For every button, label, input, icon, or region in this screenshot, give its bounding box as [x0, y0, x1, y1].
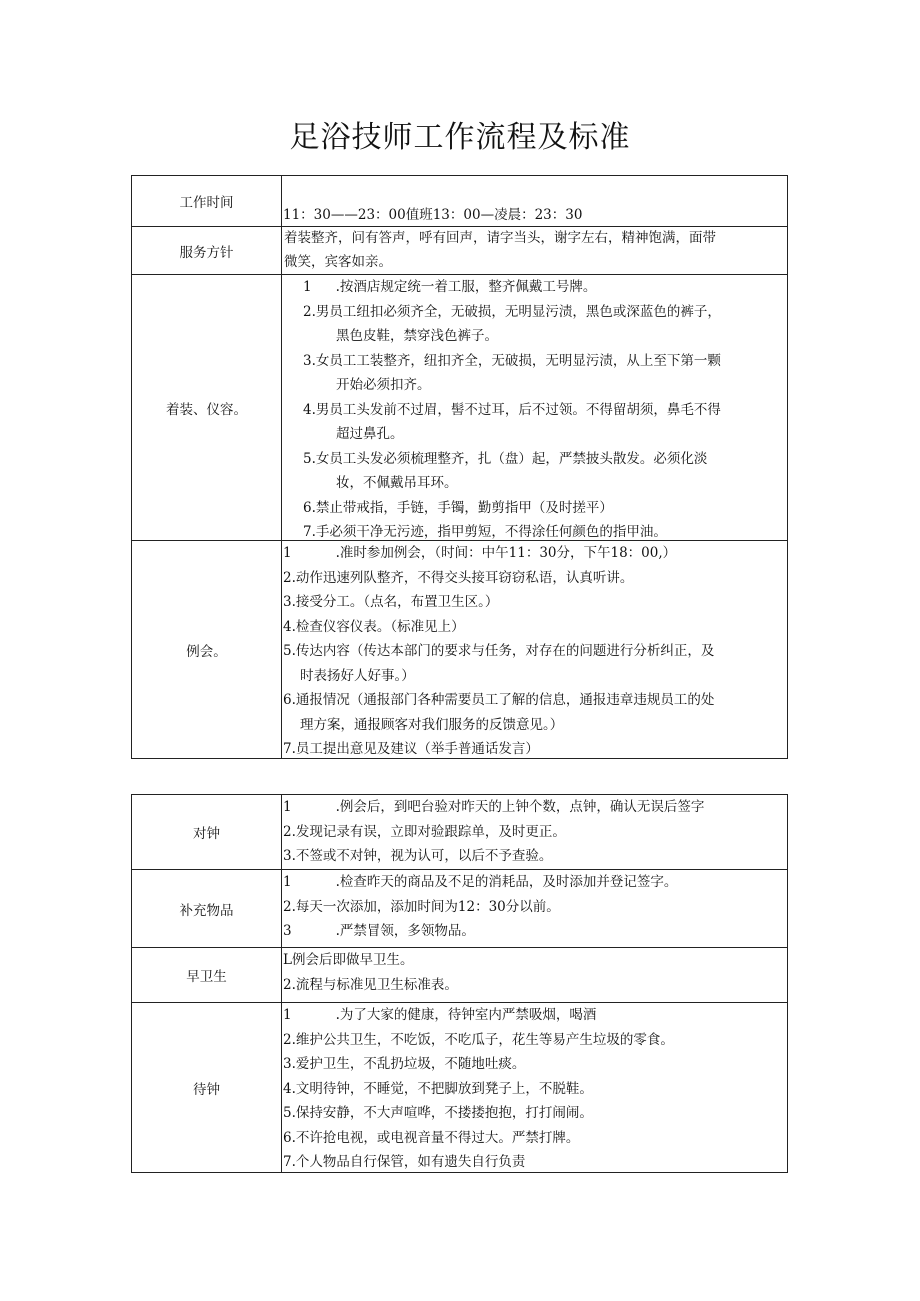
list-item	[282, 590, 787, 615]
list-item	[282, 973, 787, 998]
list-item	[282, 795, 787, 820]
list-item-number: 1	[283, 799, 292, 815]
list-item-number: 3	[283, 923, 292, 939]
row-checkin	[132, 795, 788, 870]
label-supplies: 补充物品	[132, 870, 282, 948]
list-item	[282, 541, 787, 566]
list-item	[282, 447, 787, 472]
list-item	[282, 1052, 787, 1077]
appearance-list	[282, 275, 787, 540]
list-item-number: 2.	[283, 569, 296, 586]
list-item-text: 流程与标准见卫生标准表。	[295, 976, 458, 993]
list-item-number: 5.	[283, 643, 296, 659]
list-item-text: .例会后，到吧台验对昨天的上钟个数，点钟，确认无误后签字	[335, 799, 705, 815]
list-item-number: 6.	[283, 1129, 296, 1146]
list-item-continuation: 妆，不佩戴吊耳环。	[336, 475, 458, 491]
list-item	[282, 349, 787, 374]
list-item-number: 2.	[283, 898, 296, 915]
policy-line-2: 微笑，宾客如亲。	[284, 253, 392, 270]
list-item-text: 禁止带戒指，手链，手镯，勤剪指甲（及时搓平）	[315, 499, 613, 516]
list-item-number: 3.	[283, 1056, 296, 1072]
list-item-number: 3.	[303, 352, 316, 369]
list-item	[282, 300, 787, 325]
label-appearance: 着装、仪容。	[132, 275, 282, 541]
list-item-text: 接受分工。（点名，布置卫生区。）	[295, 594, 499, 610]
row-policy	[132, 227, 788, 275]
list-item-number: 7.	[303, 524, 316, 540]
meeting-list	[282, 541, 787, 758]
list-item-text: 爱护卫生，不乱扔垃圾，不随地吐痰。	[295, 1056, 526, 1072]
list-item-number: 2.	[303, 303, 316, 320]
label-meeting: 例会。	[132, 541, 282, 759]
list-item	[282, 1003, 787, 1028]
list-item	[282, 1077, 787, 1102]
row-meeting	[132, 541, 788, 759]
row-hygiene	[132, 948, 788, 1003]
list-item-continuation: 黑色皮鞋，禁穿浅色裤子。	[336, 328, 498, 344]
row-work-time	[132, 176, 788, 227]
list-item-text: 动作迅速列队整齐，不得交头接耳窃窃私语，认真听讲。	[295, 569, 634, 586]
workflow-table-2	[131, 794, 788, 1173]
workflow-table-1	[131, 175, 788, 759]
list-item-text: 女员工工装整齐，纽扣齐全，无破损，无明显污渍，从上至下第一颗	[315, 352, 721, 369]
label-waiting: 待钟	[132, 1003, 282, 1173]
list-item-text: 文明待钟，不睡觉，不把脚放到凳子上，不脱鞋。	[295, 1080, 593, 1097]
row-appearance	[132, 275, 788, 541]
list-item-text: .为了大家的健康，待钟室内严禁吸烟，喝酒	[335, 1007, 597, 1023]
hygiene-list	[282, 948, 787, 1002]
label-work-time: 工作时间	[132, 176, 282, 227]
list-item-continuation: 超过鼻孔。	[336, 426, 404, 442]
list-item-text: 传达内容（传达本部门的要求与任务，对存在的问题进行分析纠正，及	[295, 643, 715, 659]
list-item	[282, 919, 787, 944]
list-item	[282, 1126, 787, 1151]
list-item-text: 通报情况（通报部门各种需要员工了解的信息，通报违章违规员工的处	[295, 692, 715, 708]
list-item-text: 男员工纽扣必须齐全，无破损，无明显污渍，黑色或深蓝色的裤子，	[315, 303, 721, 320]
list-item-text: 男员工头发前不过眉，髻不过耳，后不过领。不得留胡须，鼻毛不得	[315, 401, 721, 418]
list-item-number: 3.	[283, 594, 296, 610]
list-item-number: 2.	[283, 976, 296, 993]
list-item-text: 每天一次添加，添加时间为12：30分以前。	[295, 898, 560, 915]
list-item-number: L	[283, 952, 292, 968]
waiting-list	[282, 1003, 787, 1172]
list-item	[282, 1028, 787, 1053]
list-item-text: 保持安静，不大声喧哗，不搂搂抱抱，打打闹闹。	[295, 1105, 593, 1121]
label-hygiene: 早卫生	[132, 948, 282, 1003]
list-item-text: .检查昨天的商品及不足的消耗品，及时添加并登记签字。	[335, 874, 678, 890]
list-item-text: 不签或不对钟，视为认可，以后不予查验。	[295, 848, 553, 864]
list-item-number: 4.	[283, 1080, 296, 1097]
list-item-text: 手必须干净无污迹，指甲剪短，不得涂任何颜色的指甲油。	[315, 524, 667, 540]
list-item-number: 5.	[303, 450, 316, 467]
list-item-number: 6.	[283, 692, 296, 708]
list-item	[282, 398, 787, 423]
list-item-text: 维护公共卫生，不吃饭，不吃瓜子，花生等易产生垃圾的零食。	[295, 1031, 674, 1048]
list-item-number: 4.	[303, 401, 316, 418]
list-item	[282, 820, 787, 845]
list-item	[282, 275, 787, 300]
row-supplies	[132, 870, 788, 948]
list-item	[282, 895, 787, 920]
list-item-number: 1	[283, 1007, 292, 1023]
list-item-continuation: 开始必须扣齐。	[336, 377, 431, 393]
list-item	[282, 639, 787, 664]
document-title: 足浴技师工作流程及标准	[289, 120, 631, 155]
list-item-number: 7.	[283, 1154, 296, 1170]
list-item	[282, 1150, 787, 1172]
list-item-text: 例会后即做早卫生。	[291, 952, 414, 968]
list-item	[282, 948, 787, 973]
list-item	[282, 496, 787, 521]
supplies-list	[282, 870, 787, 947]
list-item-number: 4.	[283, 618, 296, 635]
list-item-text: 不许抢电视，或电视音量不得过大。严禁打牌。	[295, 1129, 580, 1146]
row-waiting	[132, 1003, 788, 1173]
list-item	[282, 520, 787, 540]
list-item-text: .准时参加例会，（时间：中午11：30分，下午18：00,）	[335, 545, 677, 561]
list-item	[282, 1101, 787, 1126]
list-item-number: 7.	[283, 741, 296, 757]
list-item	[282, 615, 787, 640]
list-item-number: 2.	[283, 1031, 296, 1048]
list-item-text: 女员工头发必须梳理整齐，扎（盘）起，严禁披头散发。必须化淡	[315, 450, 708, 467]
list-item-number: 5.	[283, 1105, 296, 1121]
list-item-number: 3.	[283, 848, 296, 864]
list-item-text: 员工提出意见及建议（举手普通话发言）	[295, 741, 539, 757]
list-item-text: 发现记录有误，立即对验跟踪单，及时更正。	[295, 823, 566, 840]
label-checkin: 对钟	[132, 795, 282, 870]
work-time-value: 11：30——23：00值班13：00—凌晨：23：30	[283, 207, 583, 223]
list-item	[282, 870, 787, 895]
list-item	[282, 566, 787, 591]
list-item	[282, 688, 787, 713]
list-item-text: .按酒店规定统一着工服，整齐佩戴工号牌。	[335, 279, 597, 295]
list-item	[282, 737, 787, 758]
list-item-continuation: 理方案，通报顾客对我们服务的反馈意见。）	[300, 716, 564, 733]
list-item-text: 检查仪容仪表。（标准见上）	[295, 618, 465, 635]
list-item	[282, 844, 787, 869]
list-item-number: 2.	[283, 823, 296, 840]
checkin-list	[282, 795, 787, 869]
list-item-text: .严禁冒领，多领物品。	[335, 923, 475, 939]
list-item-number: 1	[283, 545, 292, 561]
label-policy: 服务方针	[132, 227, 282, 275]
policy-line-1: 着装整齐，问有答声，呼有回声，请字当头，谢字左右，精神饱满，面带	[284, 230, 716, 246]
list-item-number: 6.	[303, 499, 316, 516]
list-item-continuation: 时表扬好人好事。）	[300, 667, 415, 684]
list-item-text: 个人物品自行保管，如有遗失自行负责	[295, 1154, 526, 1170]
list-item-number: 1	[303, 279, 312, 295]
list-item-number: 1	[283, 874, 292, 890]
